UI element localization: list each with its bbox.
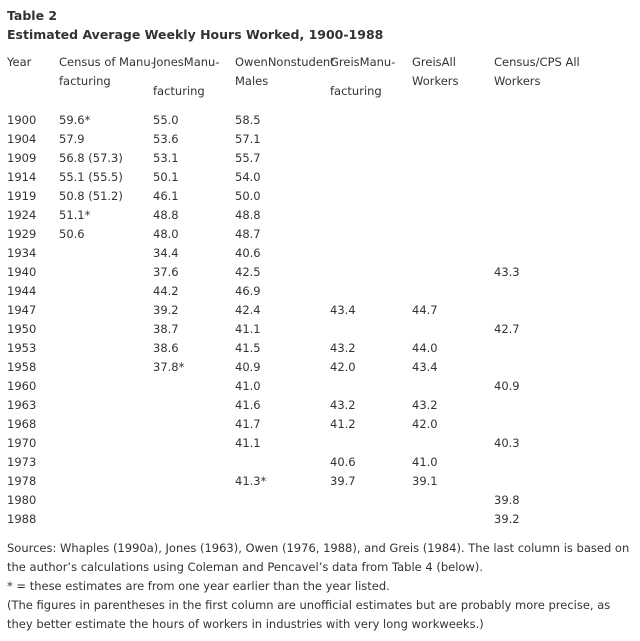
year-cell: 1958 (7, 360, 37, 374)
jones-cell: 53.6 (153, 132, 179, 146)
table-row (0, 434, 640, 453)
jones-cell: 38.7 (153, 322, 179, 336)
jones-cell: 55.0 (153, 113, 179, 127)
census-cps-cell: 40.3 (494, 436, 520, 450)
table-row (0, 168, 640, 187)
greis-manufacturing-cell: 43.2 (330, 341, 356, 355)
header-greis-all-line2: Workers (412, 74, 459, 88)
header-jones-line1: JonesManu- (153, 55, 220, 69)
table-row (0, 415, 640, 434)
census-manufacturing-cell: 50.6 (59, 227, 85, 241)
header-year: Year (7, 55, 32, 69)
owen-cell: 50.0 (235, 189, 261, 203)
census-cps-cell: 42.7 (494, 322, 520, 336)
table-title: Estimated Average Weekly Hours Worked, 1900-1988 (7, 27, 384, 42)
year-cell: 1904 (7, 132, 37, 146)
year-cell: 1944 (7, 284, 37, 298)
greis-manufacturing-cell: 41.2 (330, 417, 356, 431)
census-cps-cell: 39.2 (494, 512, 520, 526)
jones-cell: 37.8* (153, 360, 185, 374)
header-census-cps-line2: Workers (494, 74, 541, 88)
year-cell: 1924 (7, 208, 37, 222)
table-row (0, 225, 640, 244)
header-greis-all-line1: GreisAll (412, 55, 456, 69)
header-census-manufacturing-line2: facturing (59, 74, 111, 88)
owen-cell: 42.5 (235, 265, 261, 279)
census-manufacturing-cell: 59.6* (59, 113, 91, 127)
owen-cell: 41.3* (235, 474, 267, 488)
jones-cell: 48.8 (153, 208, 179, 222)
year-cell: 1909 (7, 151, 37, 165)
greis-manufacturing-cell: 43.4 (330, 303, 356, 317)
sources-note: Sources: Whaples (1990a), Jones (1963), Owen (1976, 1988), and Greis (1984). The last column is based on the author’s calculations using Coleman and Pencavel’s data from Table 4 (below). (7, 541, 630, 574)
table-row (0, 282, 640, 301)
header-jones-line2: facturing (153, 84, 205, 98)
owen-cell: 54.0 (235, 170, 261, 184)
year-cell: 1978 (7, 474, 37, 488)
header-owen-line1: OwenNonstudent (235, 55, 335, 69)
asterisk-note: * = these estimates are from one year earlier than the year listed. (7, 579, 390, 593)
jones-cell: 38.6 (153, 341, 179, 355)
table-row (0, 187, 640, 206)
census-cps-cell: 39.8 (494, 493, 520, 507)
year-cell: 1970 (7, 436, 37, 450)
table-row (0, 320, 640, 339)
table-row (0, 358, 640, 377)
year-cell: 1968 (7, 417, 37, 431)
year-cell: 1988 (7, 512, 37, 526)
greis-manufacturing-cell: 42.0 (330, 360, 356, 374)
table-row (0, 377, 640, 396)
owen-cell: 58.5 (235, 113, 261, 127)
census-cps-cell: 40.9 (494, 379, 520, 393)
greis-all-cell: 42.0 (412, 417, 438, 431)
table-row (0, 396, 640, 415)
header-owen-line2: Males (235, 74, 269, 88)
greis-all-cell: 39.1 (412, 474, 438, 488)
greis-manufacturing-cell: 40.6 (330, 455, 356, 469)
year-cell: 1929 (7, 227, 37, 241)
table-row (0, 510, 640, 529)
table-row (0, 491, 640, 510)
header-greis-manufacturing-line2: facturing (330, 84, 382, 98)
table-row (0, 111, 640, 130)
owen-cell: 46.9 (235, 284, 261, 298)
greis-all-cell: 44.0 (412, 341, 438, 355)
year-cell: 1900 (7, 113, 37, 127)
owen-cell: 41.6 (235, 398, 261, 412)
year-cell: 1973 (7, 455, 37, 469)
owen-cell: 57.1 (235, 132, 261, 146)
table-row (0, 263, 640, 282)
table-caption (7, 6, 383, 44)
year-cell: 1963 (7, 398, 37, 412)
owen-cell: 41.0 (235, 379, 261, 393)
owen-cell: 41.5 (235, 341, 261, 355)
year-cell: 1947 (7, 303, 37, 317)
year-cell: 1934 (7, 246, 37, 260)
table-row (0, 339, 640, 358)
table-number: Table 2 (7, 8, 58, 23)
owen-cell: 48.7 (235, 227, 261, 241)
census-manufacturing-cell: 55.1 (55.5) (59, 170, 123, 184)
owen-cell: 42.4 (235, 303, 261, 317)
jones-cell: 44.2 (153, 284, 179, 298)
census-manufacturing-cell: 51.1* (59, 208, 91, 222)
owen-cell: 48.8 (235, 208, 261, 222)
jones-cell: 48.0 (153, 227, 179, 241)
table-row (0, 149, 640, 168)
greis-all-cell: 43.2 (412, 398, 438, 412)
year-cell: 1919 (7, 189, 37, 203)
year-cell: 1940 (7, 265, 37, 279)
table-row (0, 301, 640, 320)
owen-cell: 41.1 (235, 436, 261, 450)
jones-cell: 46.1 (153, 189, 179, 203)
year-cell: 1953 (7, 341, 37, 355)
greis-manufacturing-cell: 39.7 (330, 474, 356, 488)
parentheses-note: (The figures in parentheses in the first column are unofficial estimates but are probably more precise, as they better estimate the hours of workers in industries with very long workweeks.) (7, 598, 611, 631)
greis-manufacturing-cell: 43.2 (330, 398, 356, 412)
owen-cell: 40.6 (235, 246, 261, 260)
greis-all-cell: 44.7 (412, 303, 438, 317)
owen-cell: 55.7 (235, 151, 261, 165)
header-greis-manufacturing-line1: GreisManu- (330, 55, 396, 69)
header-census-cps-line1: Census/CPS All (494, 55, 580, 69)
table-row (0, 472, 640, 491)
owen-cell: 41.1 (235, 322, 261, 336)
table-row (0, 130, 640, 149)
owen-cell: 41.7 (235, 417, 261, 431)
jones-cell: 53.1 (153, 151, 179, 165)
owen-cell: 40.9 (235, 360, 261, 374)
jones-cell: 37.6 (153, 265, 179, 279)
census-manufacturing-cell: 56.8 (57.3) (59, 151, 123, 165)
greis-all-cell: 41.0 (412, 455, 438, 469)
table-row (0, 453, 640, 472)
greis-all-cell: 43.4 (412, 360, 438, 374)
year-cell: 1914 (7, 170, 37, 184)
census-manufacturing-cell: 50.8 (51.2) (59, 189, 123, 203)
jones-cell: 50.1 (153, 170, 179, 184)
year-cell: 1980 (7, 493, 37, 507)
census-manufacturing-cell: 57.9 (59, 132, 85, 146)
table-row (0, 244, 640, 263)
jones-cell: 39.2 (153, 303, 179, 317)
jones-cell: 34.4 (153, 246, 179, 260)
year-cell: 1950 (7, 322, 37, 336)
year-cell: 1960 (7, 379, 37, 393)
census-cps-cell: 43.3 (494, 265, 520, 279)
header-census-manufacturing-line1: Census of Manu- (59, 55, 155, 69)
table-notes (7, 539, 635, 634)
table-row (0, 206, 640, 225)
